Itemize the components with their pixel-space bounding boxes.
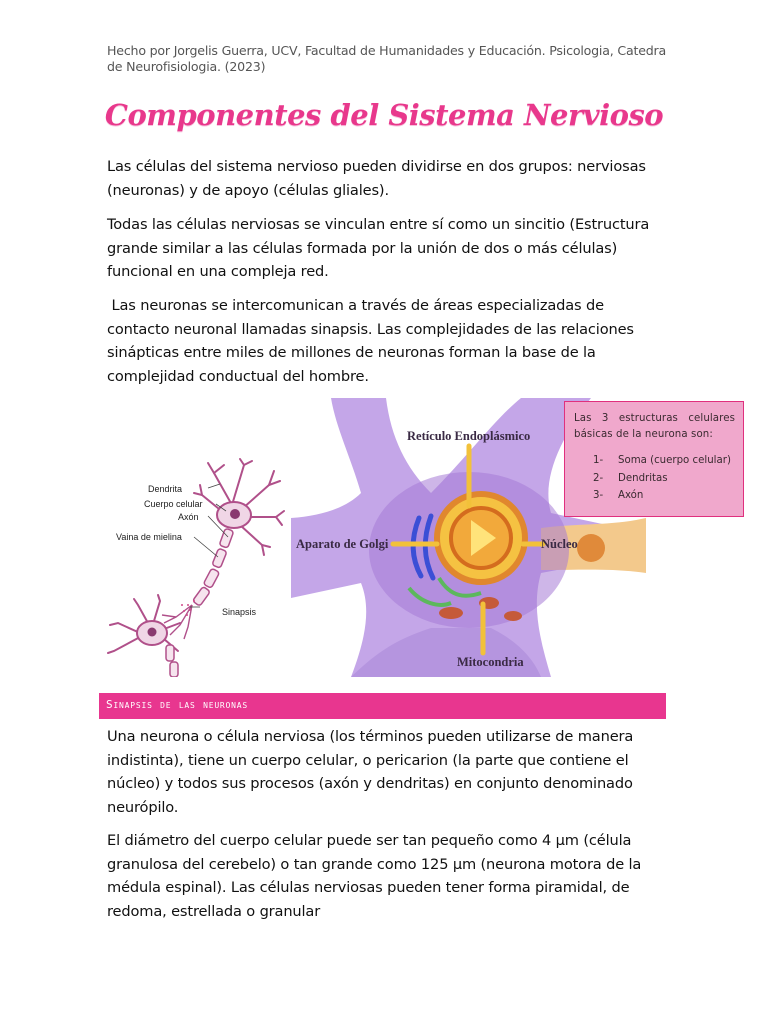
structures-infobox (564, 401, 744, 517)
paragraph-1: Las células del sistema nervioso pueden dividirse en dos grupos: nerviosas (neuronas) y de apoyo (células gliales). (107, 158, 646, 199)
infobox-intro: Las 3 estructuras celulares básicas de la neurona son: (574, 413, 735, 440)
label-sinapsis: Sinapsis (222, 607, 257, 617)
label-dendrita: Dendrita (148, 484, 183, 494)
label-aparato-golgi: Aparato de Golgi (296, 537, 389, 551)
label-axon: Axón (178, 512, 199, 522)
structures-list (574, 452, 735, 505)
list-item: 1- Soma (cuerpo celular) (593, 455, 731, 466)
section-paragraph-1: Una neurona o célula nerviosa (los términos pueden utilizarse de manera indistinta), tiene un cuerpo celular, o pericarion (la parte que contiene el núcleo) y todos sus procesos (axón y dendritas) en conjunto denominado neurópilo. (107, 728, 634, 816)
label-reticulo-endoplasmico: Retículo Endoplásmico (407, 429, 531, 443)
list-item: 2- Dendritas (593, 472, 668, 484)
section-heading: Sinapsis de las neuronas (106, 698, 249, 711)
page-title: Componentes del Sistema Nervioso (104, 98, 664, 132)
neuron-diagram (104, 455, 286, 677)
section-paragraph-2: El diámetro del cuerpo celular puede ser tan pequeño como 4 µm (célula granulosa del cerebelo) o tan grande como 125 µm (neurona motora de la médula espinal). Las células nerviosas pueden tener forma piramidal, de redoma, estrellada o granular (107, 832, 642, 920)
section-heading-bar (99, 693, 666, 719)
label-mitocondria: Mitocondria (457, 655, 524, 669)
neuron-illustration (104, 455, 286, 677)
paragraph-3: Las neuronas se intercomunican a través de áreas especializadas de contacto neuronal llamadas sinapsis. Las complejidades de las relaciones sinápticas entre miles de millones de neuronas forman la base de la complejidad conductual del hombre. (107, 297, 639, 385)
author-line: Hecho por Jorgelis Guerra, UCV, Facultad de Humanidades y Educación. Psicologia, Catedra de Neurofisiologia. (2023) (107, 43, 667, 74)
paragraph-2: Todas las células nerviosas se vinculan entre sí como un sincitio (Estructura grande similar a las células formada por la unión de dos o más células) funcional en una compleja red. (107, 216, 650, 280)
label-cuerpo-celular: Cuerpo celular (144, 499, 203, 509)
label-vaina-mielina: Vaina de mielina (116, 532, 182, 542)
list-item: 3- Axón (593, 490, 644, 501)
label-nucleo: Núcleo (541, 537, 578, 551)
